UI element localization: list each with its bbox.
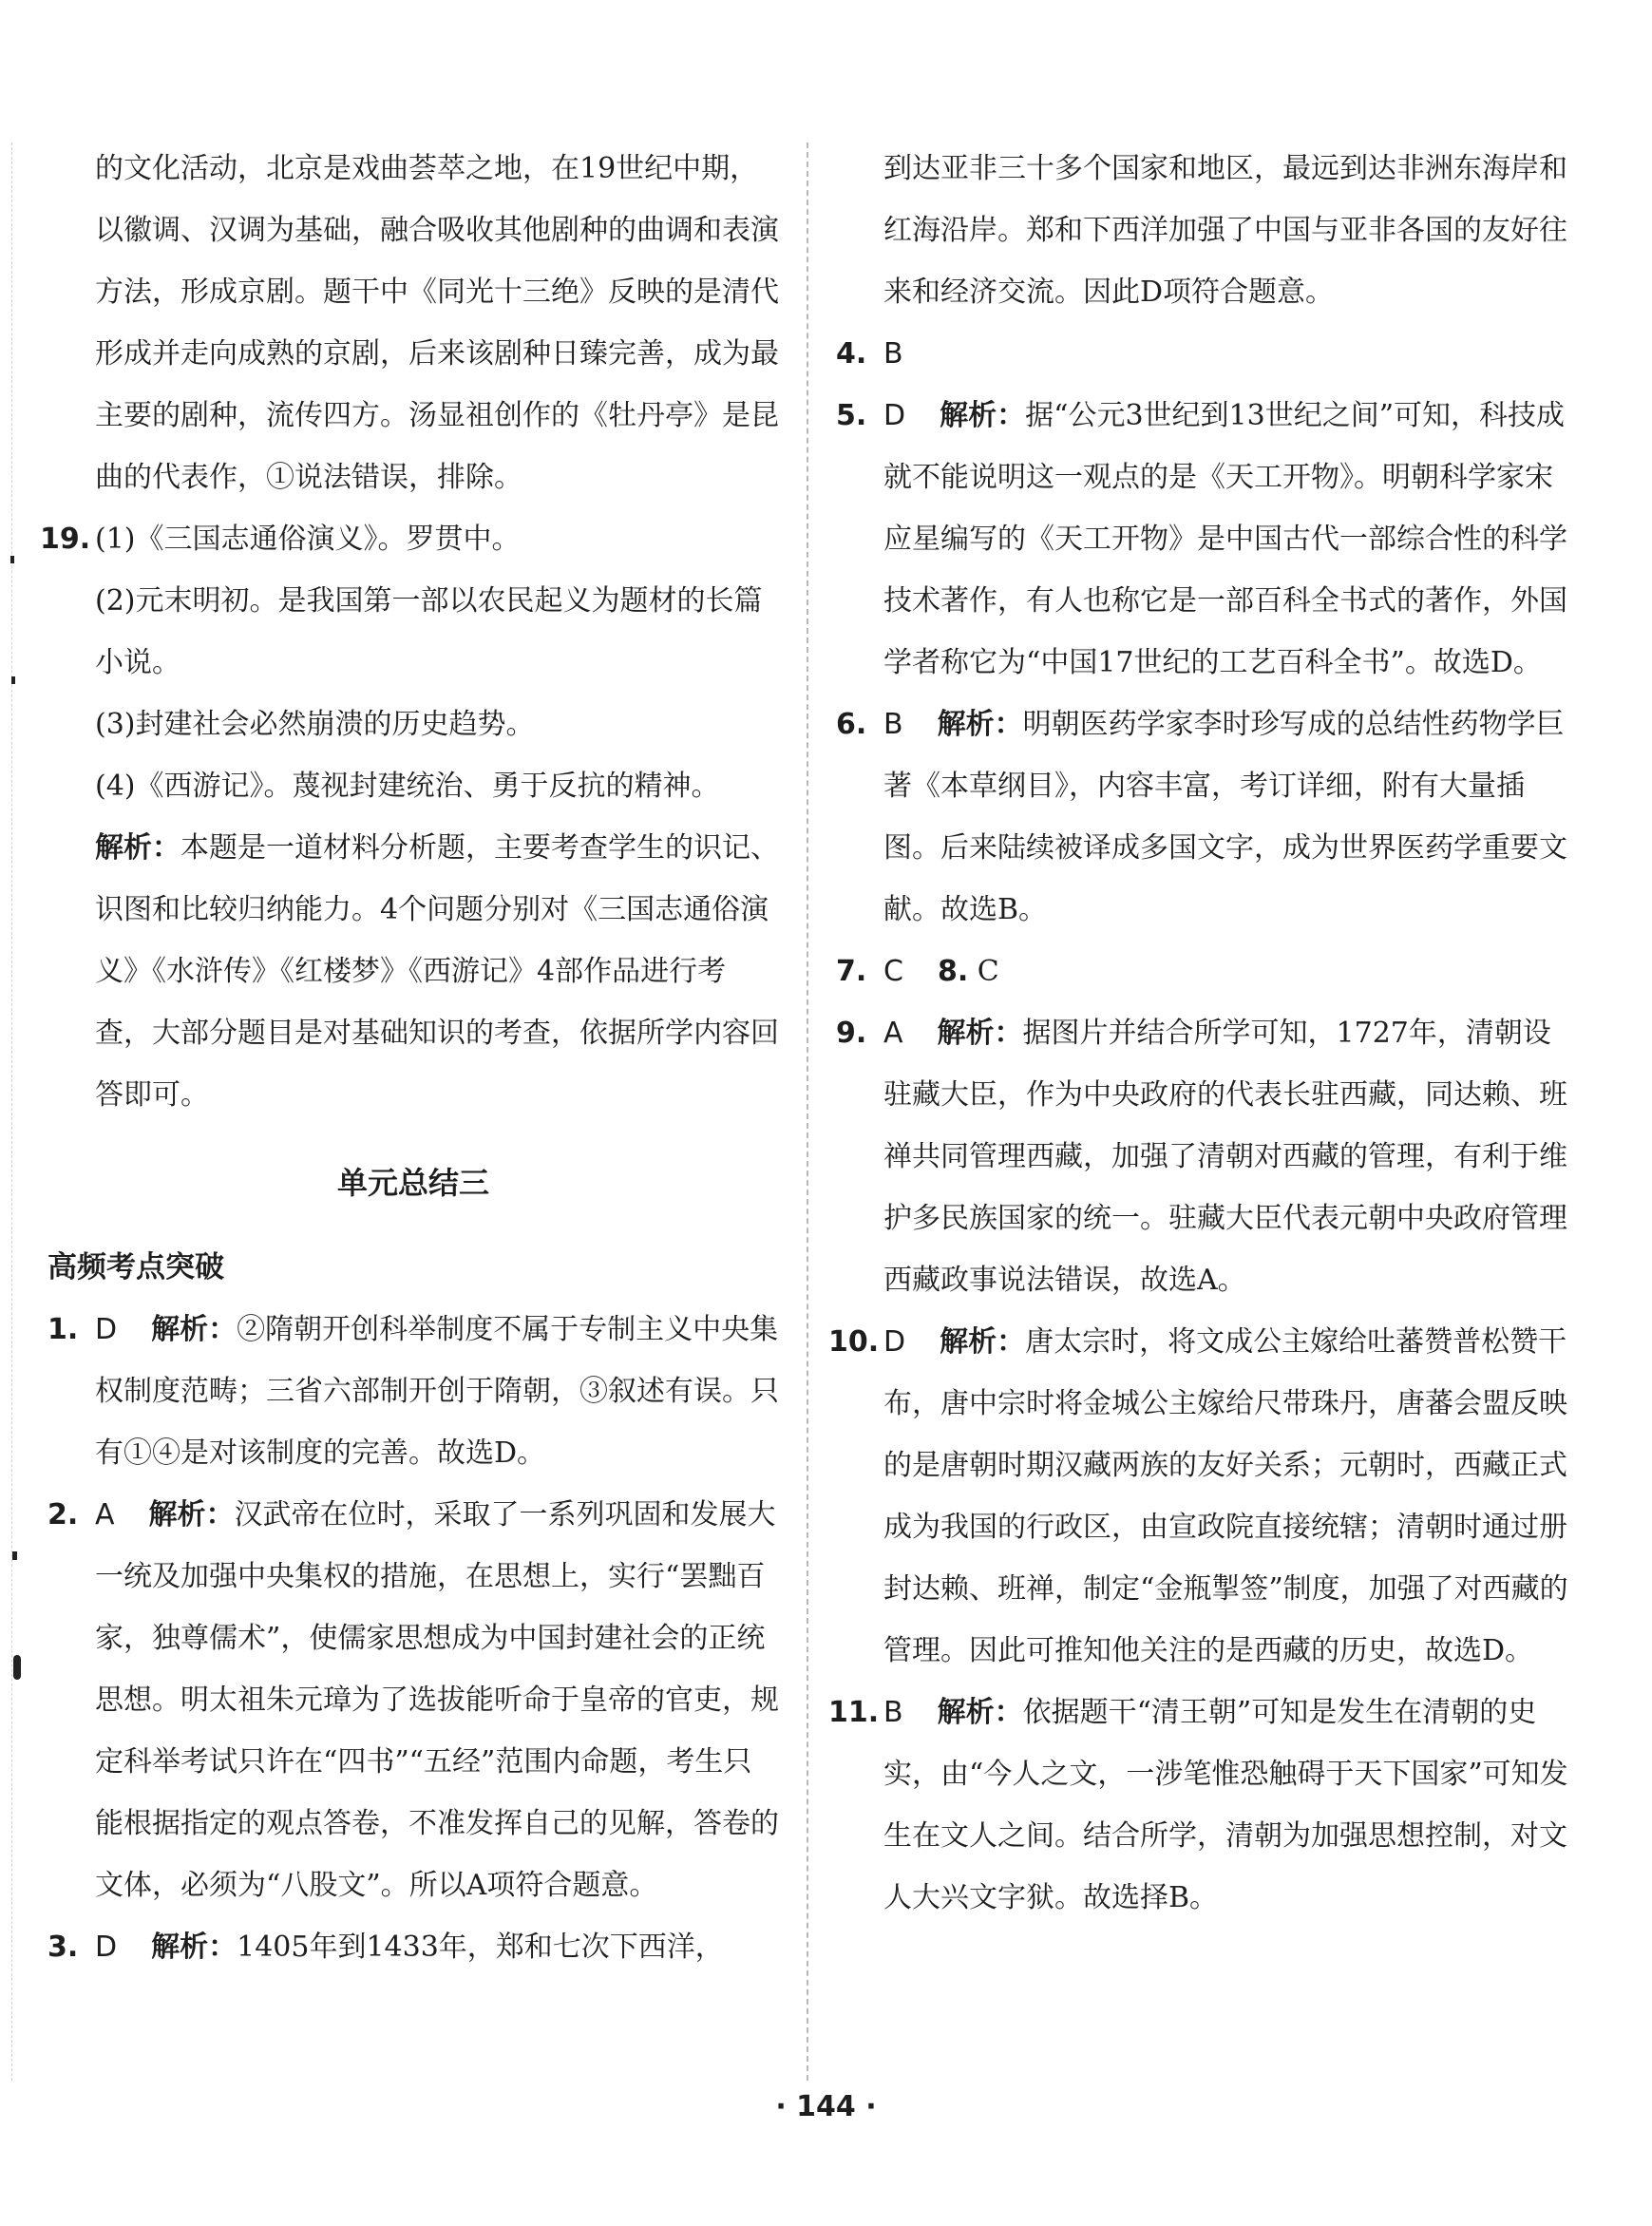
analysis-paragraph <box>47 817 779 1126</box>
section-heading: 高频考点突破 <box>47 1250 224 1284</box>
analysis-label: 解析： <box>151 1931 237 1964</box>
question-4 <box>836 323 1577 385</box>
question-11 <box>828 1682 1577 1929</box>
analysis-label: 解析： <box>937 708 1023 741</box>
question-19 <box>40 508 779 570</box>
analysis-text: 据图片并结合所学可知，1727年，清朝设驻藏大臣，作为中央政府的代表长驻西藏，同达赖、班禅共同管理西藏，加强了清朝对西藏的管理，有利于维护多民族国家的统一。驻藏大臣代表元朝中央政府管理西藏政事说法错误，故选A。 <box>883 1017 1567 1297</box>
question-number: 3. <box>47 1931 79 1964</box>
analysis-label: 解析： <box>151 1313 237 1346</box>
scan-mark <box>11 676 15 684</box>
question-number: 5. <box>836 399 867 432</box>
answer-letter: A <box>883 1017 903 1050</box>
analysis-label: 解析： <box>937 1017 1023 1050</box>
left-column <box>40 138 779 1978</box>
answer-letter: C <box>883 955 903 988</box>
answer-letter: D <box>883 399 906 432</box>
analysis-label: 解析： <box>95 831 180 865</box>
answer-part-2: (2)元末明初。是我国第一部以农民起义为题材的长篇小说。 <box>95 584 763 679</box>
column-divider <box>807 143 808 2081</box>
question-number: 8. <box>937 955 969 988</box>
question-10 <box>828 1311 1577 1682</box>
question-number: 2. <box>47 1498 79 1532</box>
analysis-text: 唐太宗时，将文成公主嫁给吐蕃赞普松赞干布，唐中宗时将金城公主嫁给尺带珠丹，唐蕃会盟反映的是唐朝时期汉藏两族的友好关系；元朝时，西藏正式成为我国的行政区，由宣政院直接统辖；清朝时通过册封达赖、班禅，制定“金瓶掣签”制度，加强了对西藏的管理。因此可推知他关注的是西藏的历史，故选D。 <box>883 1325 1568 1667</box>
answer-letter: B <box>883 1696 903 1729</box>
answer-letter: D <box>95 1313 118 1346</box>
question-5 <box>836 385 1577 694</box>
answer-letter: A <box>95 1498 115 1532</box>
answer-part-4: (4)《西游记》。蔑视封建统治、勇于反抗的精神。 <box>95 770 720 803</box>
continued-paragraph: 的文化活动，北京是戏曲荟萃之地，在19世纪中期，以徽调、汉调为基础，融合吸收其他剧种的曲调和表演方法，形成京剧。题干中《同光十三绝》反映的是清代形成并走向成熟的京剧，后来该剧种日臻完善，成为最主要的剧种，流传四方。汤显祖创作的《牡丹亭》是昆曲的代表作，①说法错误，排除。 <box>95 152 779 494</box>
analysis-text: 据“公元3世纪到13世纪之间”可知，科技成就不能说明这一观点的是《天工开物》。明朝科学家宋应星编写的《天工开物》是中国古代一部综合性的科学技术著作，有人也称它是一部百科全书式的著作，外国学者称它为“中国17世纪的工艺百科全书”。故选D。 <box>883 399 1567 679</box>
question-number: 19. <box>40 523 91 556</box>
analysis-text: ②隋朝开创科举制度不属于专制主义中央集权制度范畴；三省六部制开创于隋朝，③叙述有误。只有①④是对该制度的完善。故选D。 <box>95 1313 779 1470</box>
scan-mark <box>12 1551 17 1560</box>
question-2 <box>47 1484 779 1916</box>
analysis-text: 汉武帝在位时，采取了一系列巩固和发展大一统及加强中央集权的措施，在思想上，实行“罢黜百家，独尊儒术”，使儒家思想成为中国封建社会的正统思想。明太祖朱元璋为了选拔能听命于皇帝的官吏，规定科举考试只许在“四书”“五经”范围内命题，考生只能根据指定的观点答卷，不准发挥自己的见解，答卷的文体，必须为“八股文”。所以A项符合题意。 <box>95 1498 779 1902</box>
question-number: 10. <box>828 1325 880 1359</box>
question-number: 7. <box>836 955 867 988</box>
answer-letter: C <box>977 955 999 988</box>
scan-mark <box>10 556 14 563</box>
question-6 <box>836 694 1577 941</box>
margin-dash-line <box>11 143 12 2081</box>
question-number: 11. <box>828 1696 880 1729</box>
answer-letter: D <box>95 1931 118 1964</box>
analysis-label: 解析： <box>940 399 1026 432</box>
question-number: 9. <box>836 1017 867 1050</box>
continued-paragraph: 到达亚非三十多个国家和地区，最远到达非洲东海岸和红海沿岸。郑和下西洋加强了中国与亚非各国的友好往来和经济交流。因此D项符合题意。 <box>883 152 1567 309</box>
page-number: · 144 · <box>775 2090 877 2123</box>
analysis-text: 1405年到1433年，郑和七次下西洋， <box>237 1931 724 1964</box>
analysis-label: 解析： <box>940 1325 1026 1359</box>
question-7-8 <box>836 941 1577 1002</box>
analysis-label: 解析： <box>937 1696 1023 1729</box>
answer-part-3: (3)封建社会必然崩溃的历史趋势。 <box>95 708 535 741</box>
right-column <box>828 138 1577 1929</box>
answer-letter: B <box>883 337 903 371</box>
answer-letter: B <box>883 708 903 741</box>
question-number: 6. <box>836 708 867 741</box>
question-number: 1. <box>47 1313 79 1346</box>
analysis-label: 解析： <box>148 1498 235 1532</box>
question-number: 4. <box>836 337 867 371</box>
answer-part-1: (1)《三国志通俗演义》。罗贯中。 <box>95 523 521 556</box>
analysis-text: 本题是一道材料分析题，主要考查学生的识记、识图和比较归纳能力。4个问题分别对《三国志通俗演义》《水浒传》《红楼梦》《西游记》4部作品进行考查，大部分题目是对基础知识的考查，依据所学内容回答即可。 <box>95 831 779 1112</box>
question-3 <box>47 1916 779 1978</box>
section-title: 单元总结三 <box>336 1165 489 1201</box>
analysis-text: 依据题干“清王朝”可知是发生在清朝的史实，由“今人之文，一涉笔惟恐触碍于天下国家”可知发生在文人之间。结合所学，清朝为加强思想控制，对文人大兴文字狱。故选择B。 <box>883 1696 1568 1914</box>
answer-letter: D <box>883 1325 906 1359</box>
scan-mark <box>13 1655 21 1680</box>
analysis-text: 明朝医药学家李时珍写成的总结性药物学巨著《本草纲目》，内容丰富，考订详细，附有大量插图。后来陆续被译成多国文字，成为世界医药学重要文献。故选B。 <box>883 708 1567 926</box>
question-9 <box>836 1002 1577 1311</box>
question-1 <box>47 1299 779 1484</box>
